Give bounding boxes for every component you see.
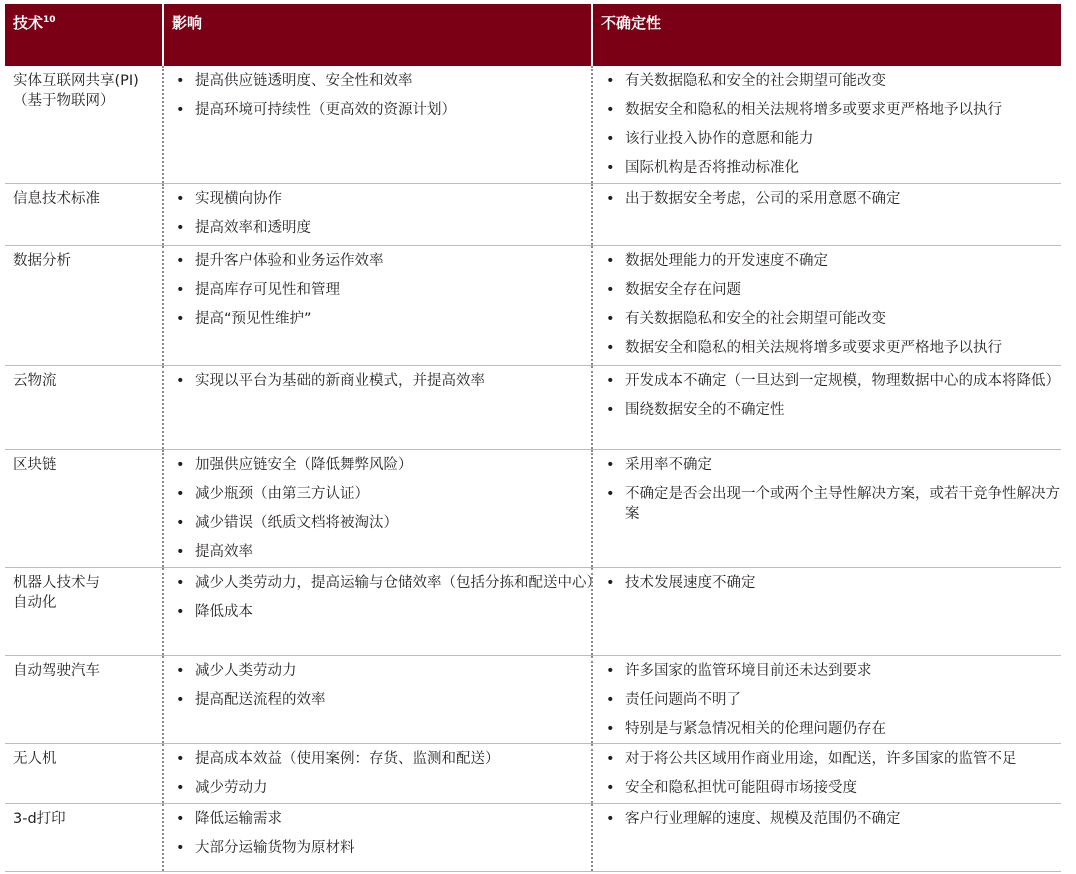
impact-item: • 提高成本效益（使用案例：存货、监测和配送） bbox=[165, 749, 595, 769]
table-header bbox=[5, 4, 1061, 66]
column-divider bbox=[591, 656, 593, 743]
impact-cell-list bbox=[165, 251, 595, 329]
impact-item: • 大部分运输货物为原材料 bbox=[165, 838, 595, 858]
uncertainty-cell bbox=[595, 804, 1061, 838]
impact-cell bbox=[165, 656, 595, 719]
technology-cell bbox=[5, 184, 162, 209]
uncertainty-cell bbox=[595, 656, 1061, 748]
technology-name: 数据分析 bbox=[13, 253, 71, 269]
uncertainty-item: • 数据安全存在问题 bbox=[595, 280, 1061, 300]
column-divider bbox=[591, 450, 593, 567]
impact-item: • 提高配送流程的效率 bbox=[165, 690, 595, 710]
technology-name: 实体互联网共享(PI) bbox=[13, 73, 139, 89]
uncertainty-item: • 有关数据隐私和安全的社会期望可能改变 bbox=[595, 309, 1061, 329]
uncertainty-item: • 数据安全和隐私的相关法规将增多或要求更严格地予以执行 bbox=[595, 100, 1061, 120]
impact-cell-list bbox=[165, 573, 601, 622]
impact-item: • 提升客户体验和业务运作效率 bbox=[165, 251, 595, 271]
impact-item: • 提高“预见性维护” bbox=[165, 309, 595, 329]
uncertainty-cell-list bbox=[595, 661, 1061, 739]
uncertainty-cell-list bbox=[595, 809, 1061, 829]
column-divider bbox=[162, 450, 164, 567]
technology-name: 3-d打印 bbox=[13, 811, 66, 827]
technology-name: （基于物联网） bbox=[13, 93, 115, 109]
technology-cell bbox=[5, 744, 162, 769]
table-body bbox=[5, 66, 1061, 872]
header-impact: 影响 bbox=[172, 14, 203, 32]
uncertainty-item: • 该行业投入协作的意愿和能力 bbox=[595, 129, 1061, 149]
column-divider bbox=[162, 184, 164, 245]
header-uncertainty: 不确定性 bbox=[601, 14, 662, 32]
technology-cell bbox=[5, 246, 162, 271]
column-divider bbox=[591, 246, 593, 365]
uncertainty-item: • 数据安全和隐私的相关法规将增多或要求更严格地予以执行 bbox=[595, 338, 1061, 358]
impact-item: • 加强供应链安全（降低舞弊风险） bbox=[165, 455, 595, 475]
column-divider bbox=[162, 66, 164, 183]
table-row bbox=[5, 568, 1061, 656]
table-row bbox=[5, 366, 1061, 450]
technology-name: 自动化 bbox=[13, 595, 57, 611]
impact-item: • 提高供应链透明度、安全性和效率 bbox=[165, 71, 595, 91]
column-divider bbox=[591, 804, 593, 871]
column-divider bbox=[162, 744, 164, 803]
technology-impact-table bbox=[5, 4, 1061, 872]
uncertainty-item: • 数据处理能力的开发速度不确定 bbox=[595, 251, 1061, 271]
impact-item: • 减少劳动力 bbox=[165, 778, 595, 798]
technology-name: 无人机 bbox=[13, 751, 57, 767]
column-divider bbox=[591, 184, 593, 245]
impact-cell bbox=[165, 66, 595, 129]
impact-cell bbox=[165, 568, 601, 631]
uncertainty-item: • 有关数据隐私和安全的社会期望可能改变 bbox=[595, 71, 1061, 91]
table-row bbox=[5, 184, 1061, 246]
column-divider bbox=[162, 246, 164, 365]
impact-cell bbox=[165, 450, 595, 571]
impact-item: • 实现以平台为基础的新商业模式，并提高效率 bbox=[165, 371, 595, 391]
impact-item: • 减少瓶颈（由第三方认证） bbox=[165, 484, 595, 504]
uncertainty-item: • 技术发展速度不确定 bbox=[595, 573, 1061, 593]
uncertainty-cell-list bbox=[595, 371, 1061, 420]
uncertainty-item: • 国际机构是否将推动标准化 bbox=[595, 158, 1061, 178]
column-divider bbox=[162, 656, 164, 743]
uncertainty-item: • 责任问题尚不明了 bbox=[595, 690, 1061, 710]
column-divider bbox=[591, 568, 593, 655]
header-technology bbox=[5, 4, 162, 66]
impact-item: • 提高库存可见性和管理 bbox=[165, 280, 595, 300]
impact-item: • 提高效率 bbox=[165, 542, 595, 562]
table-row bbox=[5, 656, 1061, 744]
column-divider bbox=[591, 66, 593, 183]
table-row bbox=[5, 450, 1061, 568]
uncertainty-cell-list bbox=[595, 455, 1061, 524]
uncertainty-cell bbox=[595, 66, 1061, 187]
uncertainty-cell-list bbox=[595, 189, 1061, 209]
footnote-ref: 10 bbox=[43, 15, 56, 25]
header-technology-label: 技术 bbox=[13, 14, 44, 32]
technology-name: 云物流 bbox=[13, 373, 57, 389]
uncertainty-cell bbox=[595, 568, 1061, 602]
impact-cell bbox=[165, 744, 595, 807]
uncertainty-item: • 特别是与紧急情况相关的伦理问题仍存在 bbox=[595, 719, 1061, 739]
impact-cell bbox=[165, 804, 595, 867]
uncertainty-cell-list bbox=[595, 71, 1061, 178]
column-divider bbox=[591, 744, 593, 803]
uncertainty-item: • 出于数据安全考虑，公司的采用意愿不确定 bbox=[595, 189, 1061, 209]
technology-name: 机器人技术与 bbox=[13, 575, 100, 591]
uncertainty-cell bbox=[595, 184, 1061, 218]
uncertainty-item: • 围绕数据安全的不确定性 bbox=[595, 400, 1061, 420]
technology-name: 区块链 bbox=[13, 457, 57, 473]
uncertainty-cell-list bbox=[595, 749, 1061, 798]
uncertainty-cell-list bbox=[595, 251, 1061, 358]
uncertainty-item: • 许多国家的监管环境目前还未达到要求 bbox=[595, 661, 1061, 681]
impact-item: • 降低成本 bbox=[165, 602, 595, 622]
table-row bbox=[5, 804, 1061, 872]
column-divider bbox=[162, 366, 164, 449]
technology-cell bbox=[5, 568, 162, 613]
impact-cell bbox=[165, 246, 595, 338]
uncertainty-item: • 客户行业理解的速度、规模及范围仍不确定 bbox=[595, 809, 1061, 829]
impact-item: • 降低运输需求 bbox=[165, 809, 595, 829]
impact-cell-list bbox=[165, 749, 595, 798]
technology-cell bbox=[5, 656, 162, 681]
impact-cell bbox=[165, 366, 595, 400]
column-divider bbox=[162, 568, 164, 655]
impact-cell-list bbox=[165, 371, 595, 391]
column-divider bbox=[591, 366, 593, 449]
technology-cell bbox=[5, 366, 162, 391]
impact-item: • 提高效率和透明度 bbox=[165, 218, 595, 238]
impact-item: • 减少人类劳动力，提高运输与仓储效率（包括分拣和配送中心） bbox=[165, 573, 595, 593]
impact-cell-list bbox=[165, 455, 595, 562]
technology-cell bbox=[5, 66, 162, 111]
table-row bbox=[5, 744, 1061, 804]
uncertainty-item: • 采用率不确定 bbox=[595, 455, 1061, 475]
table-row bbox=[5, 246, 1061, 366]
uncertainty-item: • 不确定是否会出现一个或两个主导性解决方案，或若干竞争性解决方案 bbox=[595, 484, 1061, 524]
technology-name: 自动驾驶汽车 bbox=[13, 663, 100, 679]
uncertainty-item: • 安全和隐私担忧可能阻碍市场接受度 bbox=[595, 778, 1061, 798]
impact-cell bbox=[165, 184, 595, 247]
impact-cell-list bbox=[165, 661, 595, 710]
uncertainty-cell bbox=[595, 450, 1061, 533]
uncertainty-item: • 对于将公共区域用作商业用途，如配送，许多国家的监管不足 bbox=[595, 749, 1061, 769]
technology-cell bbox=[5, 450, 162, 475]
impact-cell-list bbox=[165, 189, 595, 238]
technology-cell bbox=[5, 804, 162, 829]
uncertainty-cell-list bbox=[595, 573, 1061, 593]
impact-item: • 减少人类劳动力 bbox=[165, 661, 595, 681]
impact-cell-list bbox=[165, 809, 595, 858]
uncertainty-cell bbox=[595, 366, 1061, 429]
technology-name: 信息技术标准 bbox=[13, 191, 100, 207]
impact-item: • 实现横向协作 bbox=[165, 189, 595, 209]
table-row bbox=[5, 66, 1061, 184]
uncertainty-cell bbox=[595, 744, 1061, 807]
uncertainty-cell bbox=[595, 246, 1061, 367]
impact-item: • 提高环境可持续性（更高效的资源计划） bbox=[165, 100, 595, 120]
impact-cell-list bbox=[165, 71, 595, 120]
impact-item: • 减少错误（纸质文档将被淘汰） bbox=[165, 513, 595, 533]
column-divider bbox=[162, 804, 164, 871]
uncertainty-item: • 开发成本不确定（一旦达到一定规模，物理数据中心的成本将降低） bbox=[595, 371, 1061, 391]
